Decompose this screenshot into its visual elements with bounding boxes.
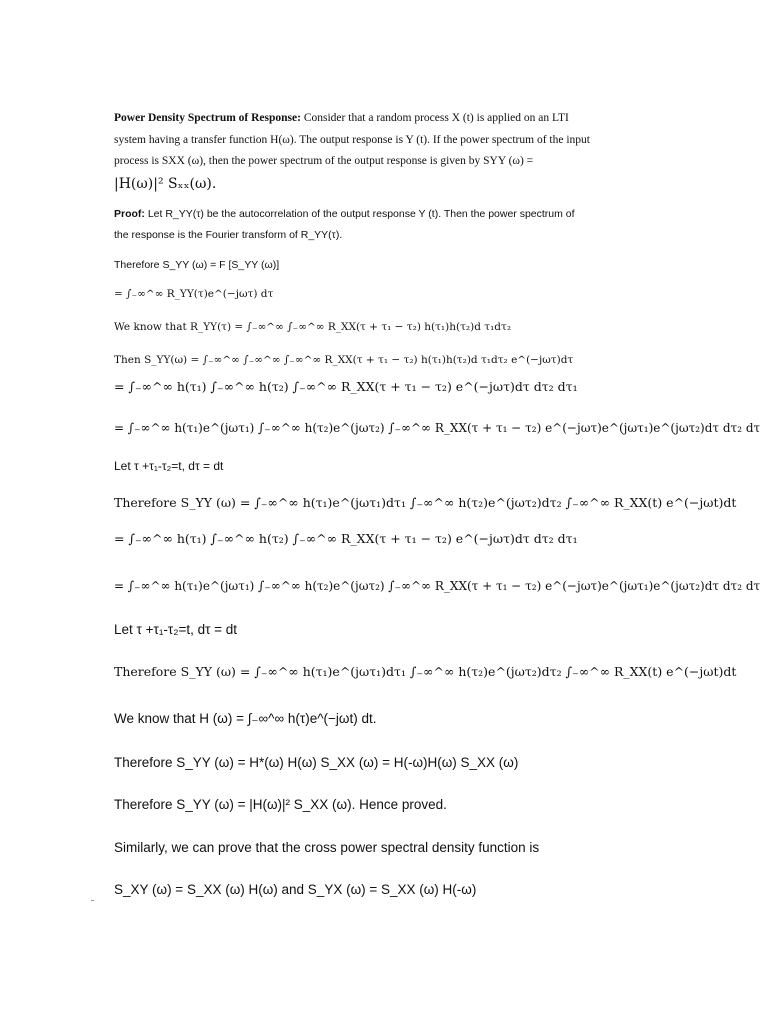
equation-16: Similarly, we can prove that the cross power spectral density function is — [114, 840, 540, 855]
stray-mark — [91, 900, 94, 901]
equation-1: Therefore S_YY (ω) = F [S_YY (ω)] — [114, 259, 280, 271]
proof-line-1-text: Let R_YY(τ) be the autocorrelation of the output response Y (t). Then the power spectrum of — [144, 208, 575, 220]
equation-5: = ∫₋∞^∞ h(τ₁) ∫₋∞^∞ h(τ₂) ∫₋∞^∞ R_XX(τ + τ₁ − τ₂) e^(−jωτ)dτ dτ₂ dτ₁ — [114, 379, 578, 394]
section-heading: Power Density Spectrum of Response: — [114, 112, 301, 124]
intro-line-3: process is SXX (ω), then the power spectrum of the output response is given by SYY (ω) = — [114, 155, 534, 167]
equation-14: Therefore S_YY (ω) = H*(ω) H(ω) S_XX (ω) = H(-ω)H(ω) S_XX (ω) — [114, 755, 519, 770]
intro-line-2: system having a transfer function H(ω). The output response is Y (t). If the power spectrum of the input — [114, 134, 590, 146]
equation-2: = ∫₋∞^∞ R_YY(τ)e^(−jωτ) dτ — [114, 288, 274, 300]
equation-11: Let τ +τ₁-τ₂=t, dτ = dt — [114, 622, 238, 637]
intro-line-1-text: Consider that a random process X (t) is applied on an LTI — [300, 112, 569, 124]
equation-9: = ∫₋∞^∞ h(τ₁) ∫₋∞^∞ h(τ₂) ∫₋∞^∞ R_XX(τ + τ₁ − τ₂) e^(−jωτ)dτ dτ₂ dτ₁ — [114, 531, 578, 546]
equation-3: We know that R_YY(τ) = ∫₋∞^∞ ∫₋∞^∞ R_XX(τ + τ₁ − τ₂) h(τ₁)h(τ₂)d τ₁dτ₂ — [114, 321, 512, 333]
proof-line-1 — [114, 208, 575, 220]
intro-result: |H(ω)|² Sₓₓ(ω). — [114, 176, 217, 192]
equation-15: Therefore S_YY (ω) = |H(ω)|² S_XX (ω). Hence proved. — [114, 797, 447, 812]
equation-7: Let τ +τ₁-τ₂=t, dτ = dt — [114, 459, 224, 473]
equation-12: Therefore S_YY (ω) = ∫₋∞^∞ h(τ₁)e^(jωτ₁)dτ₁ ∫₋∞^∞ h(τ₂)e^(jωτ₂)dτ₂ ∫₋∞^∞ R_XX(t) e^(−jωt)dt — [114, 664, 737, 679]
intro-line-1 — [114, 112, 569, 124]
equation-13: We know that H (ω) = ∫₋∞^∞ h(τ)e^(−jωt) dt. — [114, 711, 377, 726]
proof-label: Proof: — [114, 208, 145, 220]
equation-8: Therefore S_YY (ω) = ∫₋∞^∞ h(τ₁)e^(jωτ₁)dτ₁ ∫₋∞^∞ h(τ₂)e^(jωτ₂)dτ₂ ∫₋∞^∞ R_XX(t) e^(−jωt)dt — [114, 495, 737, 510]
equation-6: = ∫₋∞^∞ h(τ₁)e^(jωτ₁) ∫₋∞^∞ h(τ₂)e^(jωτ₂) ∫₋∞^∞ R_XX(τ + τ₁ − τ₂) e^(−jωτ)e^(jωτ₁)e^(jωτ₂)dτ dτ₂ dτ — [114, 420, 761, 435]
proof-line-2: the response is the Fourier transform of R_YY(τ). — [114, 229, 343, 241]
equation-17: S_XY (ω) = S_XX (ω) H(ω) and S_YX (ω) = S_XX (ω) H(-ω) — [114, 882, 477, 897]
equation-4: Then S_YY(ω) = ∫₋∞^∞ ∫₋∞^∞ ∫₋∞^∞ R_XX(τ + τ₁ − τ₂) h(τ₁)h(τ₂)d τ₁dτ₂ e^(−jωτ)dτ — [114, 354, 574, 366]
equation-10: = ∫₋∞^∞ h(τ₁)e^(jωτ₁) ∫₋∞^∞ h(τ₂)e^(jωτ₂) ∫₋∞^∞ R_XX(τ + τ₁ − τ₂) e^(−jωτ)e^(jωτ₁)e^(jωτ₂)dτ dτ₂ dτ — [114, 578, 761, 593]
